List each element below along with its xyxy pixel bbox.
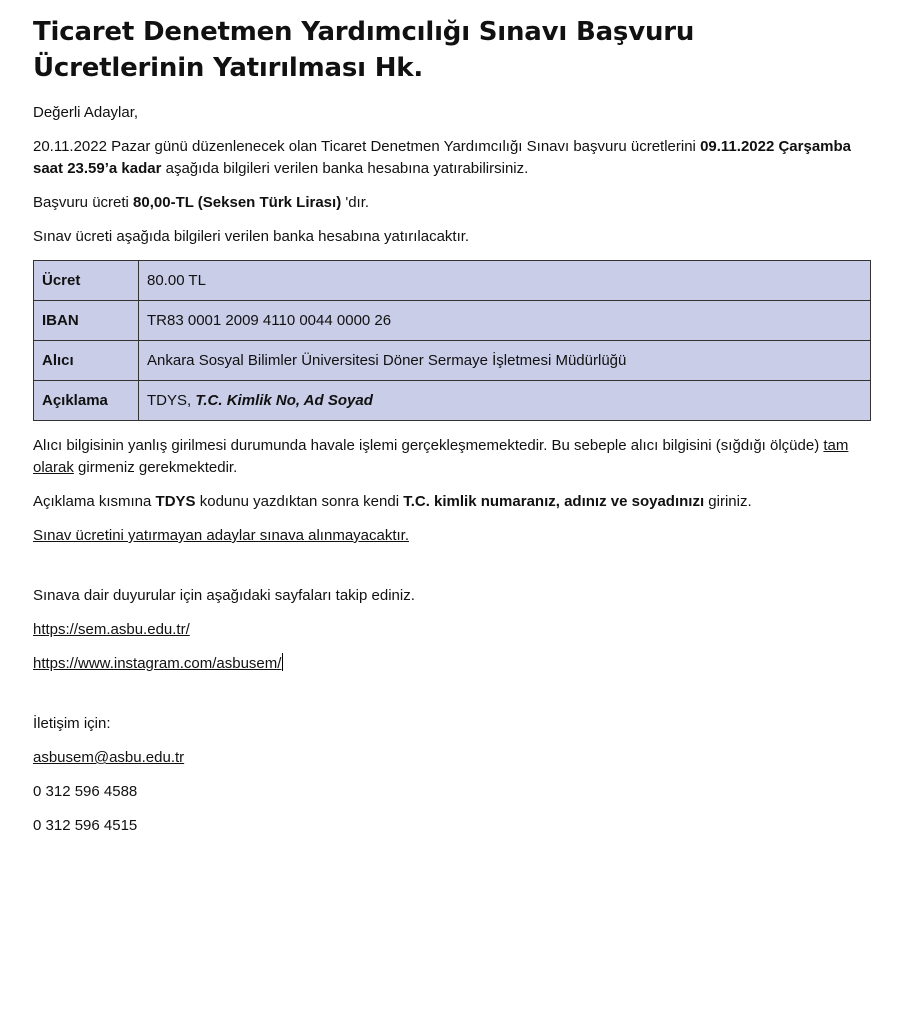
instagram-link[interactable]: https://www.instagram.com/asbusem/ [33, 655, 282, 672]
site-link[interactable]: https://sem.asbu.edu.tr/ [33, 621, 190, 638]
greeting: Değerli Adaylar, [33, 104, 139, 121]
paragraph-follow: Sınava dair duyurular için aşağıdaki sayfaları takip ediniz. [33, 587, 415, 604]
table-row [34, 301, 871, 341]
deadline-text-a: 20.11.2022 Pazar günü düzenlenecek olan Ticaret Denetmen Yardımcılığı Sınavı başvuru ücretlerini [33, 138, 701, 155]
blank-line [33, 687, 870, 713]
deadline-date: 09.11.2022 Çarşamba saat 23.59’a kadar [33, 138, 852, 177]
paragraph-recipient-warning [33, 435, 870, 479]
paragraph-bank-intro: Sınav ücreti aşağıda bilgileri verilen banka hesabına yatırılacaktır. [33, 228, 470, 245]
link-line-instagram [33, 653, 870, 675]
description-fields: T.C. Kimlik No, Ad Soyad [195, 392, 373, 409]
contact-phone-2: 0 312 596 4515 [33, 817, 138, 834]
warning-text-c: girmeniz gerekmektedir. [73, 459, 238, 476]
text-cursor [282, 653, 283, 671]
table-value-fee: 80.00 TL [139, 261, 871, 301]
warning-emphasis: tam olarak [33, 437, 849, 476]
paragraph-deadline [33, 136, 870, 180]
table-value-description [139, 381, 871, 421]
instr-fields: T.C. kimlik numaranız, adınız ve soyadınızı [403, 493, 705, 510]
link-line-site [33, 619, 870, 641]
page-title: Ticaret Denetmen Yardımcılığı Sınavı Başvuru Ücretlerinin Yatırılması Hk. [33, 17, 695, 83]
email-link[interactable]: asbusem@asbu.edu.tr [33, 749, 185, 766]
paragraph-exclusion-notice: Sınav ücretini yatırmayan adaylar sınava alınmayacaktır. [33, 527, 410, 544]
deadline-text-c: aşağıda bilgileri verilen banka hesabına yatırabilirsiniz. [161, 160, 529, 177]
contact-email-line [33, 747, 870, 769]
instr-text-c: kodunu yazdıktan sonra kendi [195, 493, 404, 510]
table-value-iban: TR83 0001 2009 4110 0044 0000 26 [139, 301, 871, 341]
paragraph-fee [33, 192, 870, 214]
warning-text-a: Alıcı bilgisinin yanlış girilmesi durumunda havale işlemi gerçekleşmemektedir. Bu sebeple alıcı bilgisini (sığdığı ölçüde) [33, 437, 824, 454]
table-key-iban: IBAN [34, 301, 139, 341]
instr-text-e: giriniz. [704, 493, 752, 510]
table-key-fee: Ücret [34, 261, 139, 301]
paragraph-description-instructions [33, 491, 870, 513]
instr-text-a: Açıklama kısmına [33, 493, 156, 510]
fee-text-c: 'dır. [341, 194, 370, 211]
table-key-recipient: Alıcı [34, 341, 139, 381]
instr-code: TDYS [155, 493, 196, 510]
fee-text-a: Başvuru ücreti [33, 194, 134, 211]
blank-line [33, 559, 870, 585]
bank-info-table [33, 260, 871, 421]
contact-label: İletişim için: [33, 715, 111, 732]
fee-amount: 80,00-TL (Seksen Türk Lirası) [133, 194, 342, 211]
description-code: TDYS, [147, 392, 196, 409]
contact-phone-1: 0 312 596 4588 [33, 783, 138, 800]
table-row [34, 261, 871, 301]
table-row [34, 341, 871, 381]
table-key-description: Açıklama [34, 381, 139, 421]
table-value-recipient: Ankara Sosyal Bilimler Üniversitesi Döner Sermaye İşletmesi Müdürlüğü [139, 341, 871, 381]
table-row [34, 381, 871, 421]
